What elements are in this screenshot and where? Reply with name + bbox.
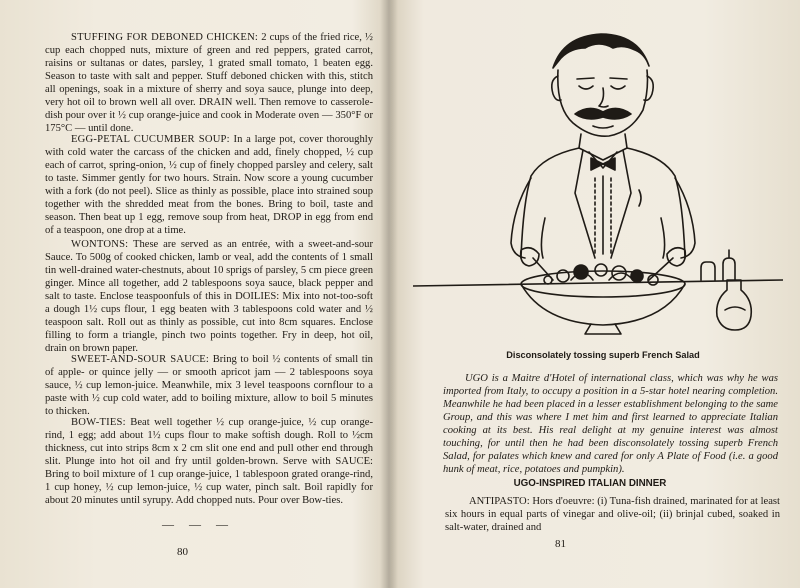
left-page [0, 0, 383, 588]
recipe-title: EGG-PETAL CUCUMBER SOUP: [71, 134, 230, 145]
recipe-stuffing [45, 31, 373, 135]
page-number: 80 [177, 546, 188, 558]
recipe-sweet-sour-sauce [45, 353, 373, 418]
recipe-body: Beat well together ½ cup orange-juice, ½ cup orange-rind, 1 egg; add about 1½ cups flour to make softish dough. Roll to ½cm thickness, cut into strips 8cm x 2 cm slit one end and pull other end through slit. Plunge into hot oil and fry until golden-brown. Serve with SAUCE: Bring to boil mixture of 1 cup orange-juice, 1 tablespoon grated orange-rind, 1 cup honey, ½ cup lemon-juice, ½ cup water, pinch salt. Boil rapidly for about 20 minutes until syrupy. Add chopped nuts. Pour over Bow-ties. [45, 417, 373, 506]
recipe-body: 2 cups of the fried rice, ½ cup each chopped nuts, mixture of green and red peppers, grated carrot, raisins or sultanas or dates, parsley, 1 grated small tomato, 1 beaten egg. Season to taste with salt and pepper. Stuff deboned chicken with this, stitch all openings, soak in a mixture of sherry and soya sauce, plunge into deep, very hot oil to brown well all over. DRAIN well. Then remove to casserole-dish pour over it ½ cup orange-juice and cook in Moderate oven — 350°F or 175°C — until done. [45, 32, 373, 134]
antipasto-title: ANTIPASTO: [469, 496, 530, 507]
antipasto-body: Hors d'oeuvre: (i) Tuna-fish drained, marinated for at least six hours in equal parts of vinegar and olive-oil; (ii) brinjal cubed, soaked in salt-water, drained and [445, 496, 780, 533]
recipe-egg-petal-soup [45, 133, 373, 237]
waiter-tossing-salad-illustration [413, 18, 783, 348]
recipe-title: WONTONS: [71, 239, 129, 250]
recipe-title: BOW-TIES: [71, 417, 126, 428]
right-page [395, 0, 800, 588]
recipe-body: In a large pot, cover thoroughly with cold water the carcass of the chicken and add, finely chopped, ½ cup each of carrot, spring-onion, ½ cup of finely chopped parsley and celery, salt to taste. Simmer gently for two hours. Strain. Now score a young cucumber with a fork (do not peel). Slice as thinly as possible, place into strained soup together with the shredded meat from the bones. Bring to boil, taste and season. Then beat up 1 egg, remove soup from heat, DROP in egg from end of a teaspoon, one drop at a time. [45, 134, 373, 236]
ugo-story-paragraph: UGO is a Maitre d'Hotel of international class, which was why he was imported from Italy, to occupy a position in a 5-star hotel nearing completion. Meanwhile he had been placed in a lesser establishment belonging to the same Group, and this was where I met him and first learned to appreciate Italian cooking at its best. His real delight at my genuine interest was almost touching, for until then he had been disconsolately tossing superb French Salad, for palates which knew and cared for only A Plate of Food (i.e. a good hunk of meat, rice, potatoes and pumpkin). [443, 373, 778, 475]
recipe-title: STUFFING FOR DEBONED CHICKEN: [71, 32, 259, 43]
section-divider: — — — [162, 517, 234, 531]
recipe-title: SWEET-AND-SOUR SAUCE: [71, 354, 210, 365]
recipe-wontons [45, 238, 373, 355]
recipe-body: Bring to boil ½ contents of small tin of apple- or quince jelly — or smooth apricot jam — 2 tablespoons soya sauce, ½ cup lemon-juice. Meanwhile, mix 3 level teaspoons cornflour to a paste with ½ cup cold water, add to boiling mixture, allow to boil 5 minutes to thicken. [45, 354, 373, 417]
section-heading: UGO-INSPIRED ITALIAN DINNER [513, 478, 667, 489]
recipe-body: These are served as an entrée, with a sweet-and-sour Sauce. To 500g of cooked chicken, lamb or veal, add the contents of 1 small tin well-drained water-chestnuts, about 10 sprigs of parsley, 5 cm piece green ginger. Mince all together, add 2 tablespoons soya sauce, black pepper and salt to taste. Enclose teaspoonfuls of this in DOILIES: Mix into not-too-soft a dough 1½ cups flour, 1 egg beaten with 3 tablespoons cold water and ½ teaspoon salt. Roll out as thinly as possible, cut into 8cm squares. Enclose filling to form a triangle, pinch two points together. Fry in deep, hot oil, drain on brown paper. [45, 239, 373, 354]
page-number: 81 [555, 538, 566, 550]
illustration-caption: Disconsolately tossing superb French Salad [506, 350, 700, 360]
antipasto-paragraph [445, 495, 780, 534]
recipe-bow-ties [45, 416, 373, 507]
